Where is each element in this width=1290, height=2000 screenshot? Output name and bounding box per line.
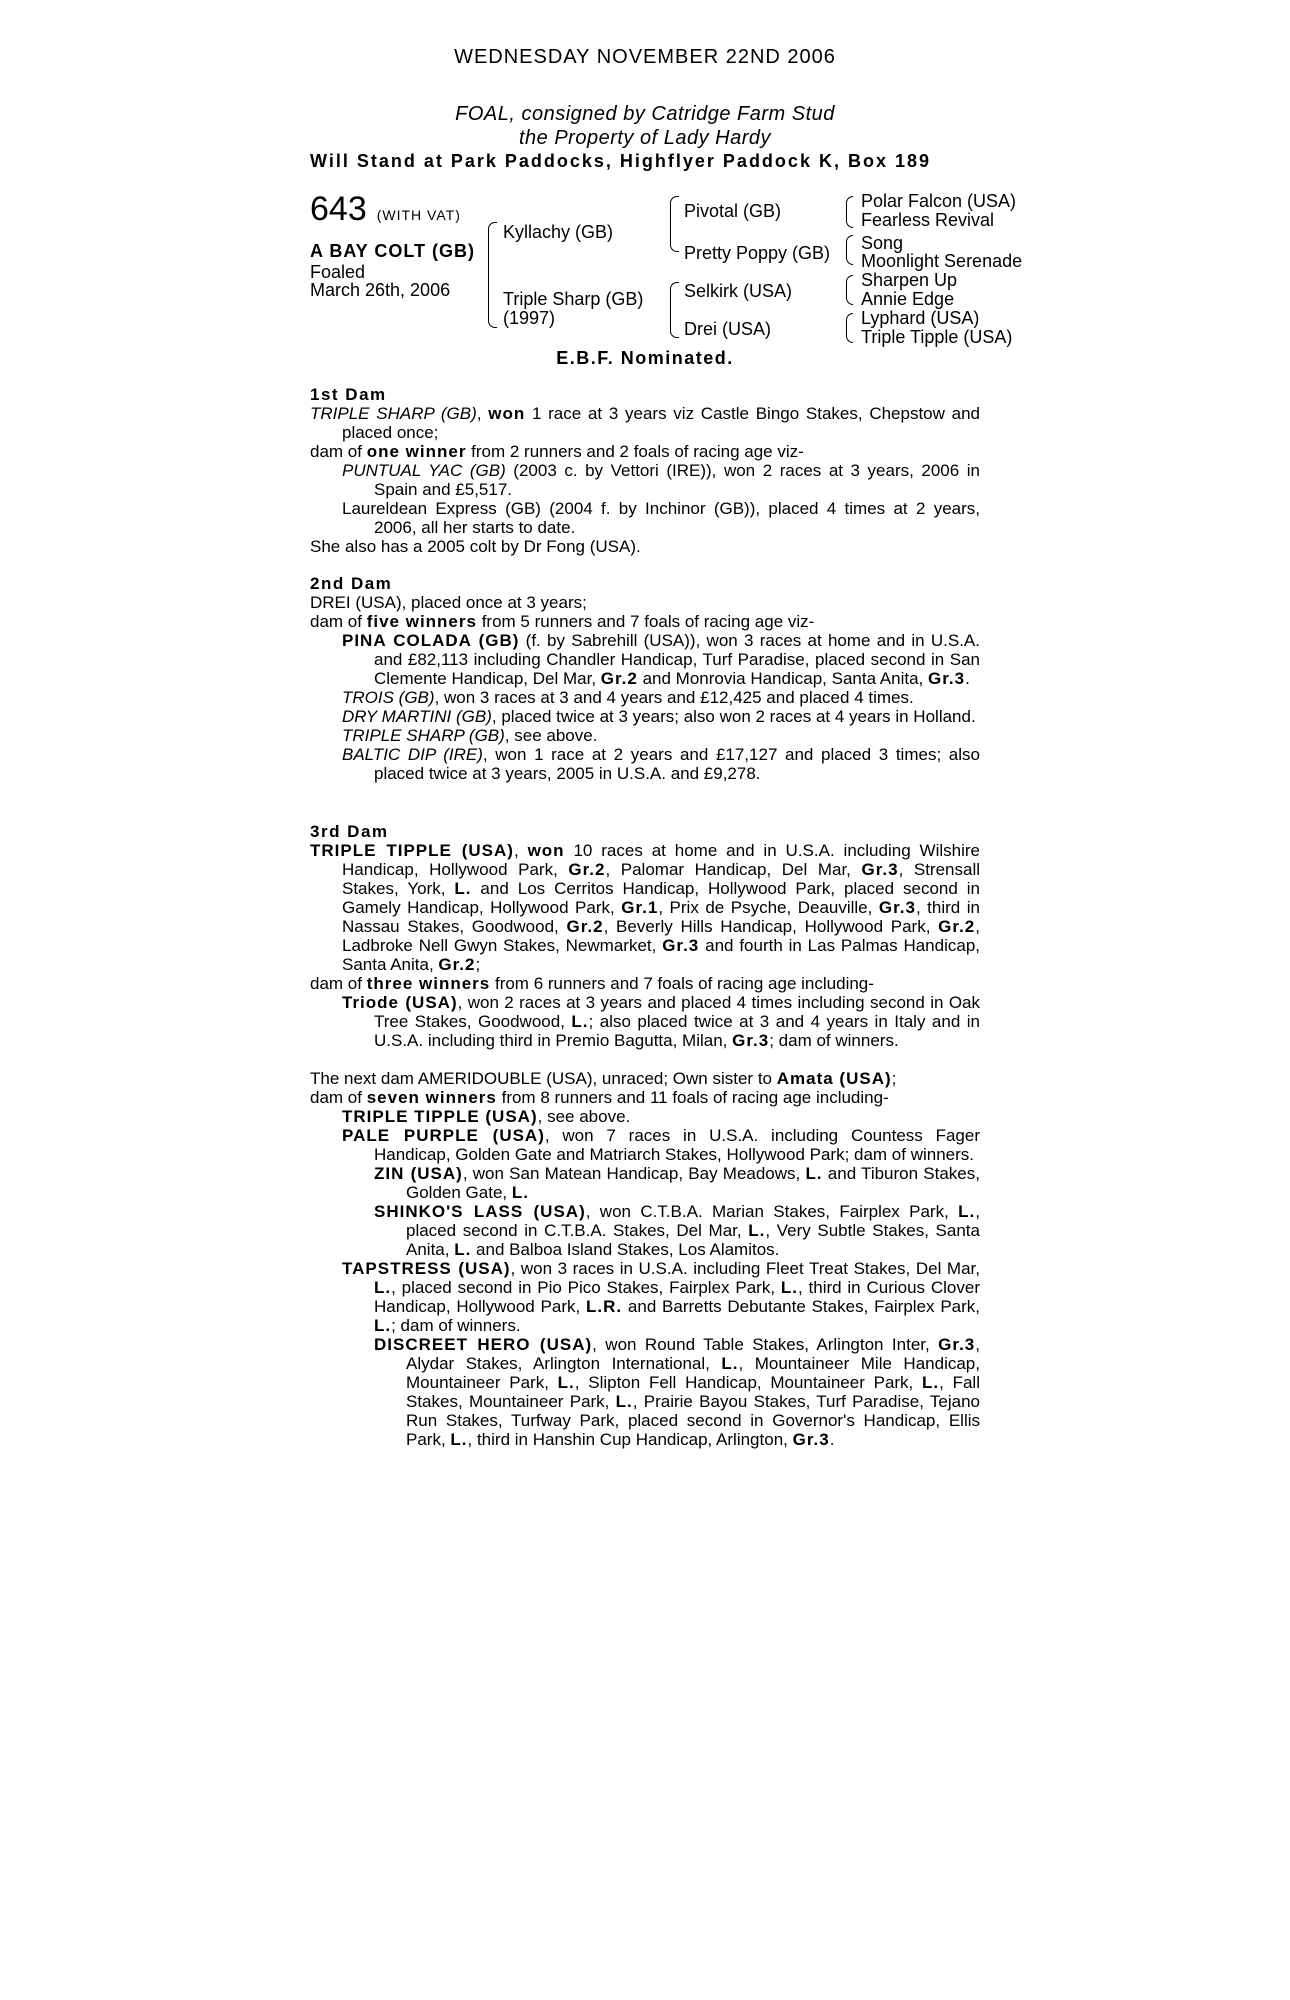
sire-dam: Pretty Poppy (GB): [684, 243, 831, 263]
first-dam-heading: 1st Dam: [310, 385, 387, 404]
vat-label: (WITH VAT): [376, 207, 461, 223]
pedigree-brace-main: [488, 222, 497, 328]
next-dam-section: [310, 1069, 980, 1449]
property-line: the Property of Lady Hardy: [518, 127, 771, 149]
pedigree-brace-sire: [670, 196, 679, 252]
dsd: Annie Edge: [861, 289, 955, 309]
pedigree-brace-sd: [846, 235, 853, 265]
pedigree-brace-dd: [846, 313, 853, 343]
first-dam-also: She also has a 2005 colt by Dr Fong (USA).: [310, 537, 641, 556]
horse-description: A BAY COLT (GB): [310, 241, 476, 261]
produce-triode: Triode (USA), won 2 races at 3 years and placed 4 times including second in Oak Tree Stakes, Goodwood, L.; also placed twice at 3 and 4 years in Italy and in U.S.A. including third in Premio Bagutta, Milan, Gr.3; dam of winners.: [342, 993, 980, 1050]
dam-year: (1997): [503, 308, 556, 328]
next-dam-produce: dam of seven winners from 8 runners and 11 foals of racing age including-: [310, 1088, 889, 1107]
dam-dam: Drei (USA): [684, 319, 772, 339]
ebf-nomination: E.B.F. Nominated.: [556, 348, 734, 368]
second-dam-produce: dam of five winners from 5 runners and 7 foals of racing age viz-: [310, 612, 815, 631]
third-dam-heading: 3rd Dam: [310, 822, 389, 841]
produce-triple-sharp: TRIPLE SHARP (GB), see above.: [342, 726, 598, 745]
produce-laureldean-express: Laureldean Express (GB) (2004 f. by Inchinor (GB)), placed 4 times at 2 years, 2006, all her starts to date.: [342, 499, 980, 537]
pedigree-brace-ds: [846, 275, 853, 305]
lot-number-block: [310, 190, 461, 229]
produce-puntual-yac: PUNTUAL YAC (GB) (2003 c. by Vettori (IRE)), won 2 races at 3 years, 2006 in Spain and £5,517.: [342, 461, 980, 499]
dds: Lyphard (USA): [861, 308, 980, 328]
next-dam-record: The next dam AMERIDOUBLE (USA), unraced; Own sister to Amata (USA);: [310, 1069, 897, 1088]
ddd: Triple Tipple (USA): [861, 327, 1013, 347]
sale-date: WEDNESDAY NOVEMBER 22ND 2006: [454, 46, 836, 68]
foaled-date: March 26th, 2006: [310, 280, 451, 300]
sds: Song: [861, 233, 904, 253]
produce-zin: ZIN (USA), won San Matean Handicap, Bay Meadows, L. and Tiburon Stakes, Golden Gate, L.: [374, 1164, 980, 1202]
dam: Triple Sharp (GB): [503, 289, 644, 309]
first-dam-record: TRIPLE SHARP (GB), won 1 race at 3 years viz Castle Bingo Stakes, Chepstow and placed once;: [310, 404, 981, 442]
third-dam-produce: dam of three winners from 6 runners and 7 foals of racing age including-: [310, 974, 874, 993]
produce-dry-martini: DRY MARTINI (GB), placed twice at 3 years; also won 2 races at 4 years in Holland.: [342, 707, 976, 726]
produce-tapstress: TAPSTRESS (USA), won 3 races in U.S.A. including Fleet Treat Stakes, Del Mar, L., placed second in Pio Pico Stakes, Fairplex Park, L., third in Curious Clover Handicap, Hollywood Park, L.R. and Barretts Debutante Stakes, Fairplex Park, L.; dam of winners.: [342, 1259, 980, 1335]
first-dam-produce: dam of one winner from 2 runners and 2 foals of racing age viz-: [310, 442, 804, 461]
produce-discreet-hero: DISCREET HERO (USA), won Round Table Stakes, Arlington Inter, Gr.3, Alydar Stakes, Arlington International, L., Mountaineer Mile Handicap, Mountaineer Park, L., Slipton Fell Handicap, Mountaineer Park, L., Fall Stakes, Mountaineer Park, L., Prairie Bayou Stakes, Turf Paradise, Tejano Run Stakes, Turfway Park, placed second in Governor's Handicap, Ellis Park, L., third in Hanshin Cup Handicap, Arlington, Gr.3.: [374, 1335, 980, 1449]
foaled-label: Foaled: [310, 262, 366, 282]
third-dam-record: TRIPLE TIPPLE (USA), won 10 races at home and in U.S.A. including Wilshire Handicap, Hollywood Park, Gr.2, Palomar Handicap, Del Mar, Gr.3, Strensall Stakes, York, L. and Los Cerritos Handicap, Hollywood Park, placed second in Gamely Handicap, Hollywood Park, Gr.1, Prix de Psyche, Deauville, Gr.3, third in Nassau Stakes, Goodwood, Gr.2, Beverly Hills Handicap, Hollywood Park, Gr.2, Ladbroke Nell Gwyn Stakes, Newmarket, Gr.3 and fourth in Las Palmas Handicap, Santa Anita, Gr.2;: [310, 841, 981, 974]
dam-sire: Selkirk (USA): [684, 281, 793, 301]
first-dam-section: [310, 385, 980, 556]
produce-pale-purple: PALE PURPLE (USA), won 7 races in U.S.A. including Countess Fager Handicap, Golden Gate and Matriarch Stakes, Hollywood Park; dam of winners.: [342, 1126, 980, 1164]
produce-trois: TROIS (GB), won 3 races at 3 and 4 years and £12,425 and placed 4 times.: [342, 688, 914, 707]
pedigree-brace-ss: [846, 196, 853, 228]
pedigree-brace-dam: [670, 282, 679, 338]
produce-shinkos-lass: SHINKO'S LASS (USA), won C.T.B.A. Marian Stakes, Fairplex Park, L., placed second in C.T.B.A. Stakes, Del Mar, L., Very Subtle Stakes, Santa Anita, L. and Balboa Island Stakes, Los Alamitos.: [374, 1202, 980, 1259]
sire: Kyllachy (GB): [503, 222, 614, 242]
lot-number: 643: [310, 190, 367, 228]
third-dam-section: [310, 822, 980, 1050]
produce-baltic-dip: BALTIC DIP (IRE), won 1 race at 2 years and £17,127 and placed 3 times; also placed twice at 3 years, 2005 in U.S.A. and £9,278.: [342, 745, 980, 783]
ssd: Fearless Revival: [861, 210, 995, 230]
consignor-line: FOAL, consigned by Catridge Farm Stud: [455, 103, 835, 125]
stand-location: Will Stand at Park Paddocks, Highflyer Paddock K, Box 189: [310, 151, 931, 171]
sire-sire: Pivotal (GB): [684, 201, 782, 221]
second-dam-heading: 2nd Dam: [310, 574, 393, 593]
second-dam-record: DREI (USA), placed once at 3 years;: [310, 593, 587, 612]
sdd: Moonlight Serenade: [861, 251, 1023, 271]
dss: Sharpen Up: [861, 270, 958, 290]
sss: Polar Falcon (USA): [861, 191, 1017, 211]
produce-triple-tipple: TRIPLE TIPPLE (USA), see above.: [342, 1107, 631, 1126]
second-dam-section: [310, 574, 980, 783]
produce-pina-colada: PINA COLADA (GB) (f. by Sabrehill (USA)), won 3 races at home and in U.S.A. and £82,113 including Chandler Handicap, Turf Paradise, placed second in San Clemente Handicap, Del Mar, Gr.2 and Monrovia Handicap, Santa Anita, Gr.3.: [342, 631, 980, 688]
